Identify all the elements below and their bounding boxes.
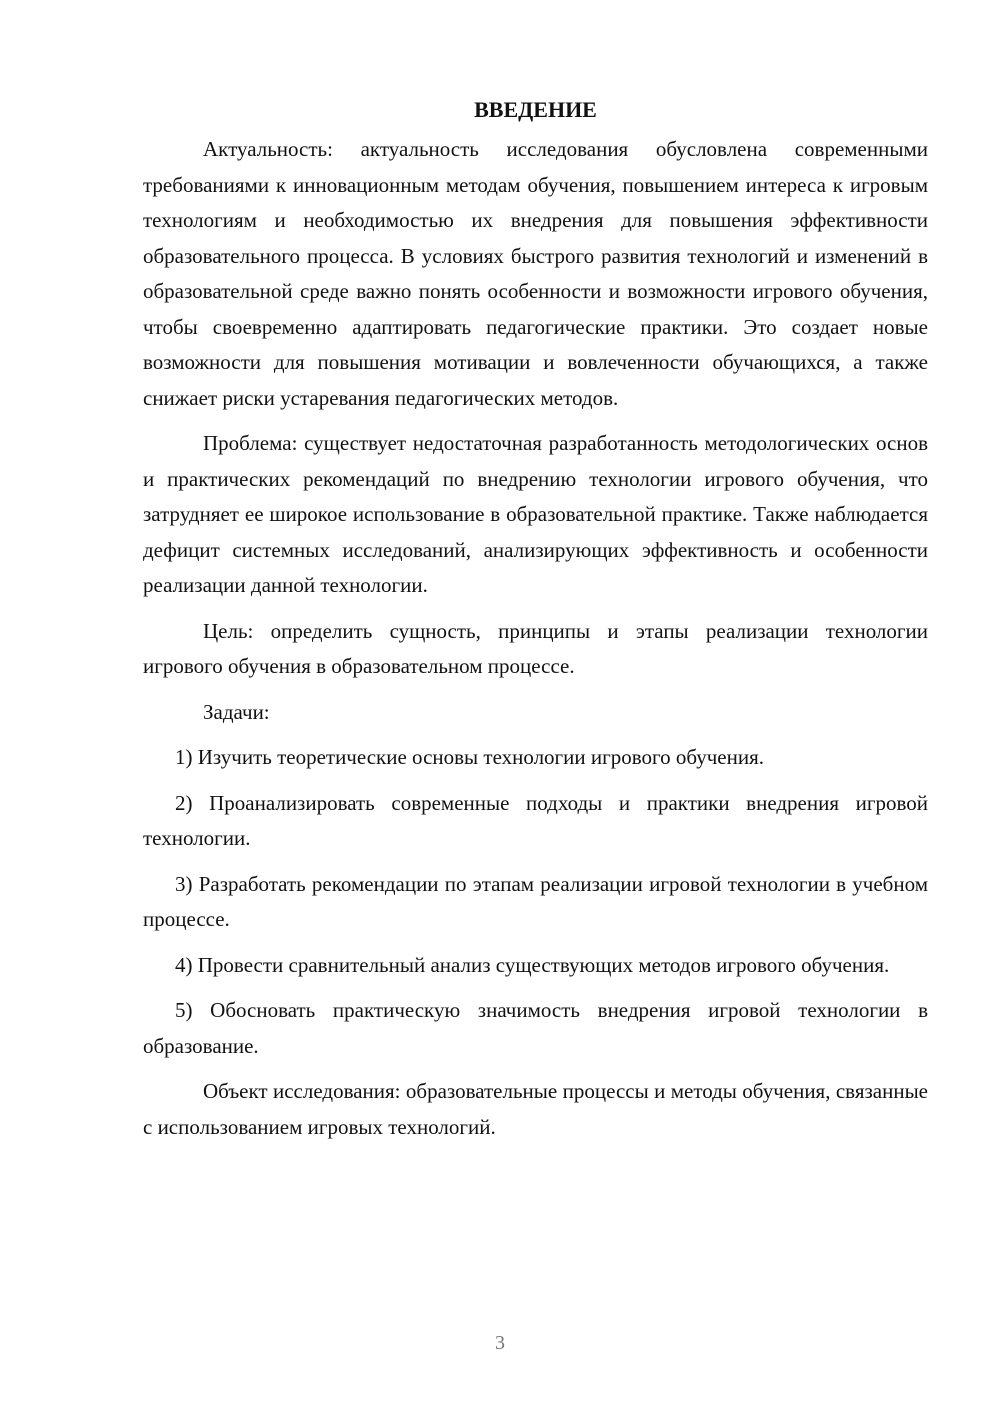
- tasks-heading: Задачи:: [203, 699, 270, 724]
- tasks-list: [143, 740, 928, 1064]
- page-title: ВВЕДЕНИЕ: [474, 97, 597, 122]
- page-number: 3: [495, 1332, 505, 1354]
- list-item: 1) Изучить теоретические основы технологии игрового обучения.: [175, 745, 765, 769]
- list-item: 2) Проанализировать современные подходы и практики внедрения игровой технологии.: [143, 790, 928, 850]
- list-item: 3) Разработать рекомендации по этапам реализации игровой технологии в учебном процессе.: [143, 871, 928, 931]
- list-item: 4) Провести сравнительный анализ существующих методов игрового обучения.: [175, 952, 890, 977]
- list-item: 5) Обосновать практическую значимость внедрения игровой технологии в образование.: [143, 998, 928, 1058]
- document-page: [143, 94, 928, 1145]
- paragraph-object: Объект исследования: образовательные процессы и методы обучения, связанные с использованием игровых технологий.: [143, 1079, 928, 1139]
- paragraph-relevance: Актуальность: актуальность исследования обусловлена современными требованиями к инновационным методам обучения, повышением интереса к игровым технологиям и необходимостью их внедрения для повышения эффективности образовательного процесса. В условиях быстрого развития технологий и изменений в образовательной среде важно понять особенности и возможности игрового обучения, чтобы своевременно адаптировать педагогические практики. Это создает новые возможности для повышения мотивации и вовлеченности обучающихся, а также снижает риски устаревания педагогических методов.: [143, 137, 928, 410]
- paragraph-problem: Проблема: существует недостаточная разработанность методологических основ и практических рекомендаций по внедрению технологии игрового обучения, что затрудняет ее широкое использование в образовательной практике. Также наблюдается дефицит системных исследований, анализирующих эффективность и особенности реализации данной технологии.: [143, 431, 928, 597]
- paragraph-goal: Цель: определить сущность, принципы и этапы реализации технологии игрового обучения в образовательном процессе.: [143, 618, 928, 678]
